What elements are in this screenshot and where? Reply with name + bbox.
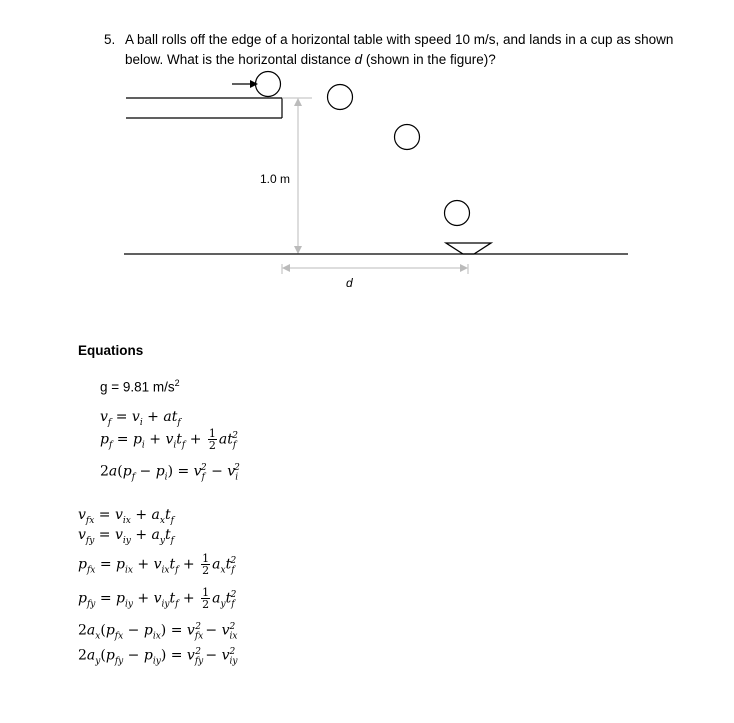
question-number: 5. — [104, 32, 116, 47]
table — [126, 98, 282, 118]
equation-position-y: $p_{fy} = p_{iy} + v_{iy}t_f$ + $\frac{1}{2}$ $a_yt_f^2$ — [78, 586, 237, 611]
ball-position-4 — [445, 201, 470, 226]
ball-position-2 — [328, 85, 353, 110]
ball-position-3 — [395, 125, 420, 150]
fraction: $\frac{1}{2}$ — [202, 586, 210, 611]
equation-position: $p_f = p_i + v_it_f$ + $\frac{1}{2}$ $at_f^2$ — [100, 427, 238, 452]
equation-velocity-squared: $2a(p_f - p_i) = v_f^2 - v_i^2$ — [100, 463, 240, 483]
equations-heading: Equations — [78, 343, 144, 358]
height-label: 1.0 m — [260, 172, 291, 186]
equation-velocity-x: $v_{fx} = v_{ix} + a_xt_f$ — [78, 507, 174, 526]
distance-label: d — [346, 276, 353, 290]
height-dimension — [294, 98, 302, 254]
projectile-figure — [0, 0, 734, 340]
cup — [446, 243, 491, 254]
equation-velocity: $v_f = v_i + at_f$ — [100, 409, 181, 428]
equation-velocity-y: $v_{fy} = v_{iy} + a_yt_f$ — [78, 527, 174, 546]
velocity-arrow — [232, 80, 258, 88]
question-variable-d: d — [354, 52, 363, 67]
question-line-1: A ball rolls off the edge of a horizontal table with speed 10 m/s, and lands in a cup as shown — [125, 32, 674, 47]
equation-position-x: $p_{fx} = p_{ix} + v_{ix}t_f$ + $\frac{1}{2}$ $a_xt_f^2$ — [78, 552, 237, 577]
fraction: $\frac{1}{2}$ — [202, 552, 210, 577]
question-line-2: below. What is the horizontal distance d (shown in the figure)? — [125, 52, 496, 67]
gravity-value: g = 9.81 $m/s^2$ — [100, 378, 180, 395]
fraction: $\frac{1}{2}$ — [208, 427, 216, 452]
ball-on-table — [256, 72, 281, 97]
equation-velocity-squared-y: $2a_y(p_{fy} - p_{iy}) = v_{fy}^2 - v_{iy}^2$ — [78, 647, 238, 667]
distance-dimension — [282, 264, 468, 274]
equation-velocity-squared-x: $2a_x(p_{fx} - p_{ix}) = v_{fx}^2 - v_{ix}^2$ — [78, 622, 238, 642]
